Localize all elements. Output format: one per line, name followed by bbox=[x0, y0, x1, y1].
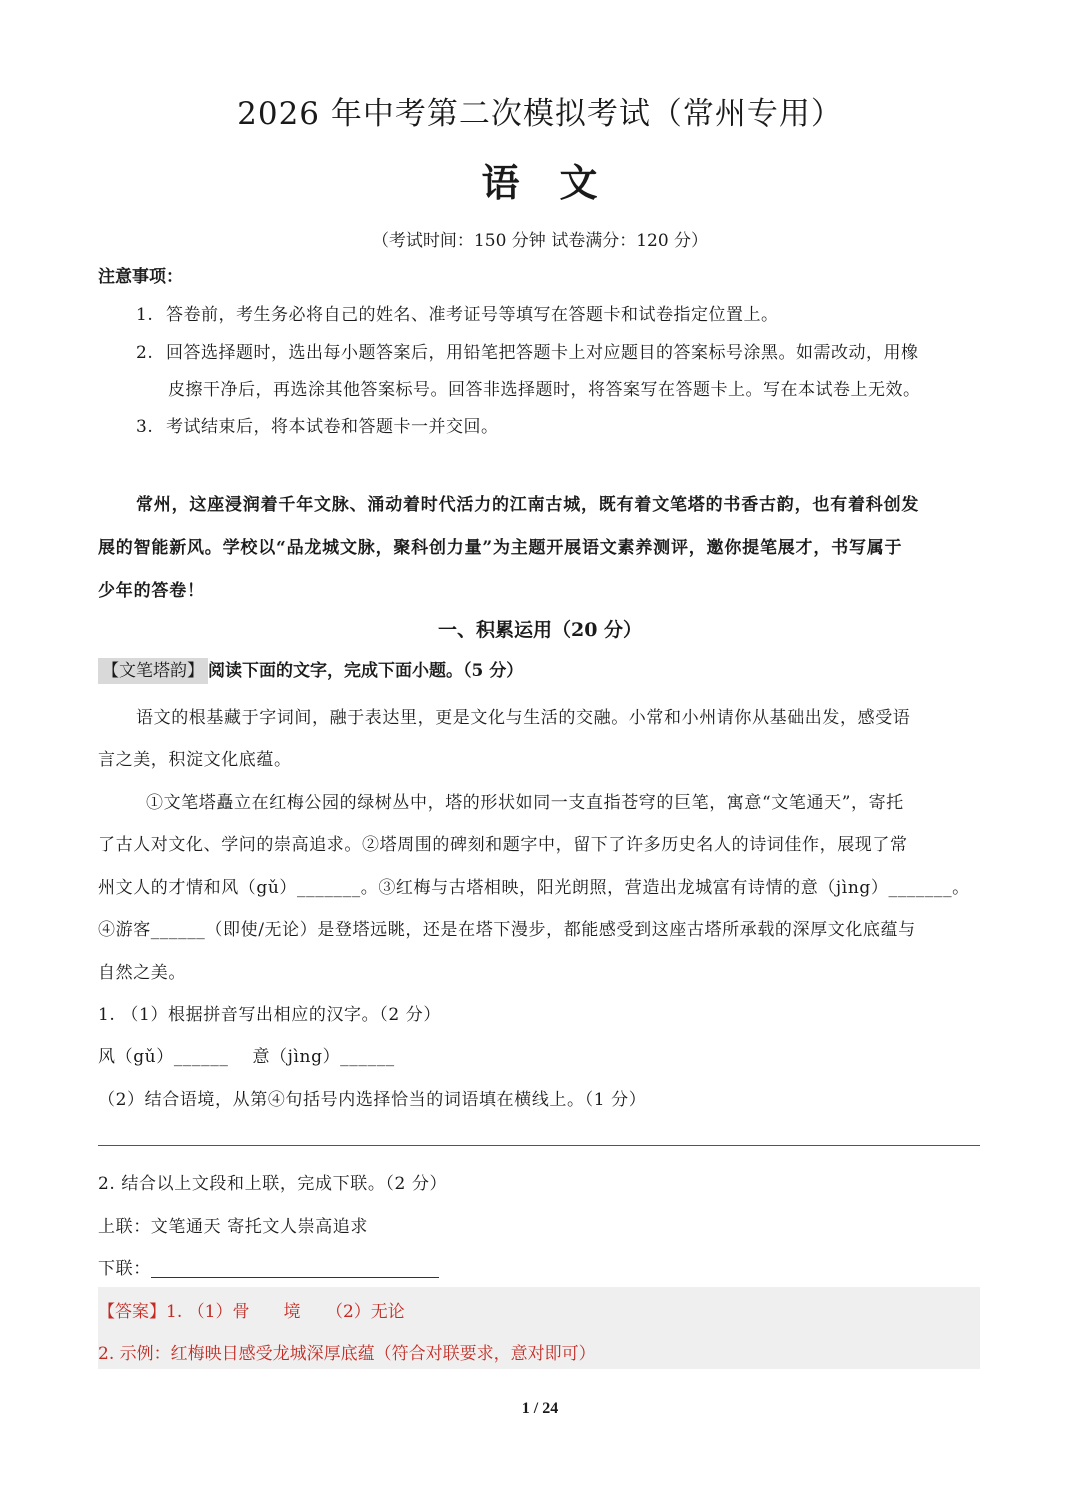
instruction-text: 阅读下面的文字，完成下面小题。（5 分） bbox=[208, 661, 524, 681]
answer-line-2: 2. 示例：红梅映日感受龙城深厚底蕴（符合对联要求，意对即可） bbox=[98, 1344, 596, 1364]
section-instruction bbox=[98, 656, 523, 681]
question-2-title: 2. 结合以上文段和上联，完成下联。（2 分） bbox=[98, 1174, 448, 1194]
passage-line: 州文人的才情和风（gǔ）_______。③红梅与古塔相映，阳光朗照，营造出龙城富有诗情的意（jìng）_______。 bbox=[98, 878, 970, 898]
exam-info: （考试时间：150 分钟 试卷满分：120 分） bbox=[371, 231, 709, 251]
couplet-lower-blank bbox=[151, 1259, 439, 1278]
notice-item bbox=[136, 412, 499, 437]
passage-line: 自然之美。 bbox=[98, 963, 186, 983]
notice-text: 考试结束后，将本试卷和答题卡一并交回。 bbox=[166, 417, 499, 437]
couplet-lower bbox=[98, 1254, 439, 1279]
notice-number: 3. bbox=[136, 417, 154, 437]
exam-title: 2026 年中考第二次模拟考试（常州专用） bbox=[237, 96, 843, 132]
intro-line: 常州，这座浸润着千年文脉、涌动着时代活力的江南古城，既有着文笔塔的书香古韵，也有着科创发 bbox=[136, 495, 920, 515]
couplet-upper: 上联：文笔通天 寄托文人崇高追求 bbox=[98, 1217, 369, 1237]
notice-text: 回答选择题时，选出每小题答案后，用铅笔把答题卡上对应题目的答案标号涂黑。如需改动，用橡 bbox=[166, 343, 919, 363]
question-1-title: 1. （1）根据拼音写出相应的汉字。（2 分） bbox=[98, 1005, 441, 1025]
answer-line bbox=[98, 1145, 980, 1146]
passage-line: 言之美，积淀文化底蕴。 bbox=[98, 750, 292, 770]
question-1-part2: （2）结合语境，从第④句括号内选择恰当的词语填在横线上。（1 分） bbox=[98, 1090, 647, 1110]
notice-number: 1. bbox=[136, 305, 154, 325]
answer-line-1 bbox=[98, 1297, 405, 1322]
intro-line: 展的智能新风。学校以“品龙城文脉，聚科创力量”为主题开展语文素养测评，邀你提笔展才，书写属于 bbox=[98, 538, 903, 558]
question-1-blanks: 风（gǔ）______ 意（jìng）______ bbox=[98, 1047, 395, 1067]
passage-line: 语文的根基藏于字词间，融于表达里，更是文化与生活的交融。小常和小州请你从基础出发，感受语 bbox=[136, 708, 911, 728]
notice-heading: 注意事项： bbox=[98, 267, 183, 287]
intro-line: 少年的答卷！ bbox=[98, 581, 205, 601]
page-number: 1 / 24 bbox=[521, 1400, 559, 1417]
passage-line: ①文笔塔矗立在红梅公园的绿树丛中，塔的形状如同一支直指苍穹的巨笔，寓意“文笔通天”，寄托 bbox=[146, 793, 904, 813]
notice-text: 答卷前，考生务必将自己的姓名、准考证号等填写在答题卡和试卷指定位置上。 bbox=[166, 305, 779, 325]
notice-number: 2. bbox=[136, 343, 154, 363]
section-title: 一、积累运用（20 分） bbox=[437, 619, 643, 641]
notice-item bbox=[136, 338, 919, 363]
passage-line: ④游客______（即使/无论）是登塔远眺，还是在塔下漫步，都能感受到这座古塔所承载的深厚文化底蕴与 bbox=[98, 920, 916, 940]
answer-label: 【答案】 bbox=[98, 1302, 166, 1322]
section-tag: 【文笔塔韵】 bbox=[98, 658, 208, 684]
answer-text: 1. （1）骨 境 （2）无论 bbox=[166, 1302, 405, 1322]
passage-line: 了古人对文化、学问的崇高追求。②塔周围的碑刻和题字中，留下了许多历史名人的诗词佳作，展现了常 bbox=[98, 835, 908, 855]
notice-continuation: 皮擦干净后，再选涂其他答案标号。回答非选择题时，将答案写在答题卡上。写在本试卷上无效。 bbox=[168, 380, 921, 400]
couplet-lower-label: 下联： bbox=[98, 1259, 151, 1279]
notice-item bbox=[136, 300, 779, 325]
subject-title: 语 文 bbox=[481, 160, 599, 205]
